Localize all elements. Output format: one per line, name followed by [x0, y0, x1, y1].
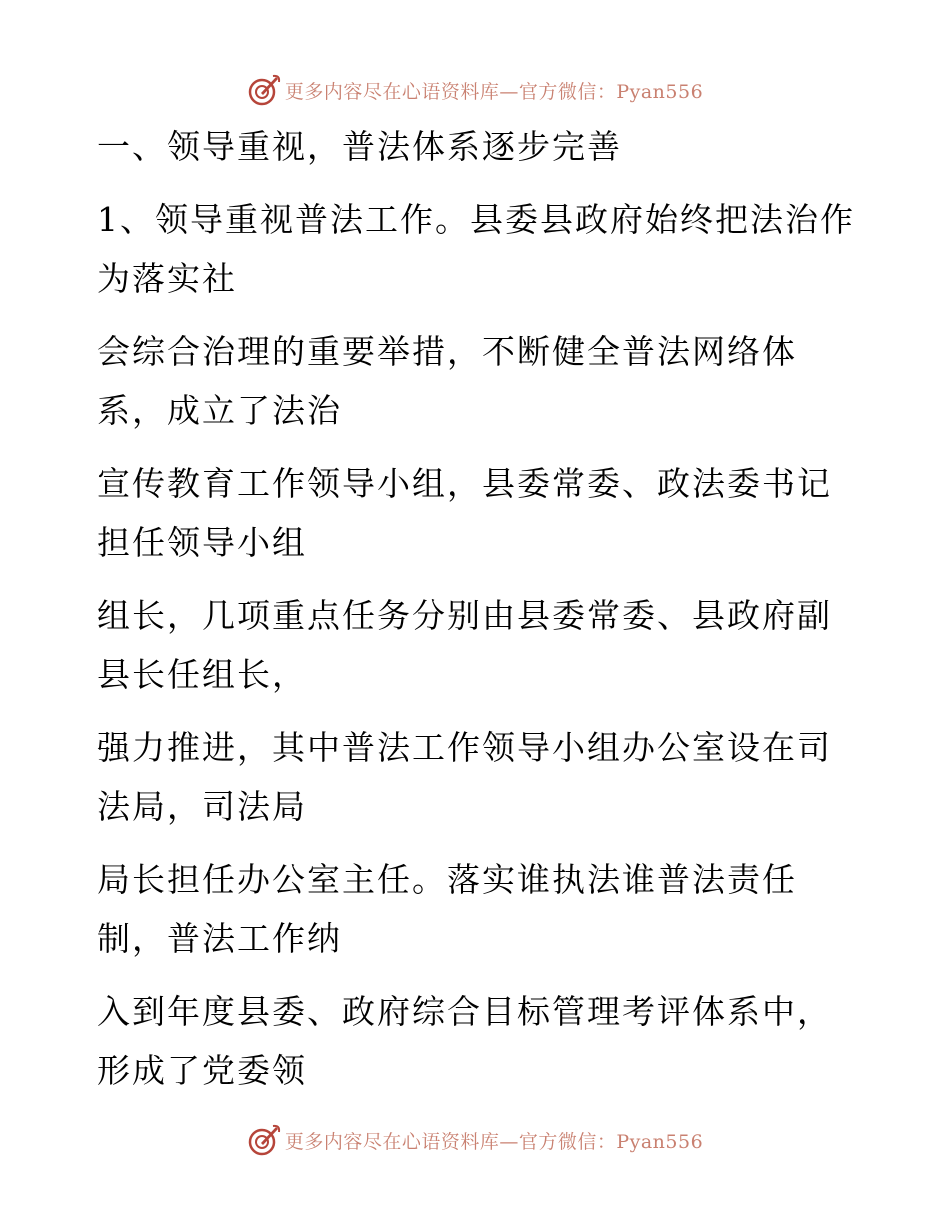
- paragraph-line: 担任领导小组: [97, 523, 307, 562]
- watermark-text: 更多内容尽在心语资料库—官方微信：Pyan556: [284, 1130, 704, 1153]
- paragraph-line: 法局，司法局: [97, 787, 307, 826]
- paragraph-line: 局长担任办公室主任。落实谁执法谁普法责任: [97, 860, 797, 899]
- paragraph-line: 形成了党委领: [97, 1051, 307, 1090]
- paragraph-line: 为落实社: [97, 259, 237, 298]
- paragraph-line: 县长任组长，: [97, 655, 307, 694]
- section-heading: 一、领导重视，普法体系逐步完善: [97, 127, 622, 166]
- paragraph-line: 1、领导重视普法工作。县委县政府始终把法治作: [97, 200, 855, 239]
- quill-pen-logo-icon: [247, 1123, 281, 1157]
- watermark-text: 更多内容尽在心语资料库—官方微信：Pyan556: [284, 80, 704, 103]
- paragraph-line: 入到年度县委、政府综合目标管理考评体系中，: [97, 992, 832, 1031]
- paragraph-line: 宣传教育工作领导小组，县委常委、政法委书记: [97, 464, 832, 503]
- paragraph-line: 制，普法工作纳: [97, 919, 342, 958]
- quill-pen-logo-icon: [247, 73, 281, 107]
- paragraph-line: 系，成立了法治: [97, 391, 342, 430]
- paragraph-line: 会综合治理的重要举措，不断健全普法网络体: [97, 332, 797, 371]
- footer-watermark-banner: [0, 1120, 950, 1160]
- paragraph-line: 组长，几项重点任务分别由县委常委、县政府副: [97, 596, 832, 635]
- paragraph-line: 强力推进，其中普法工作领导小组办公室设在司: [97, 728, 832, 767]
- header-watermark-banner: [0, 70, 950, 110]
